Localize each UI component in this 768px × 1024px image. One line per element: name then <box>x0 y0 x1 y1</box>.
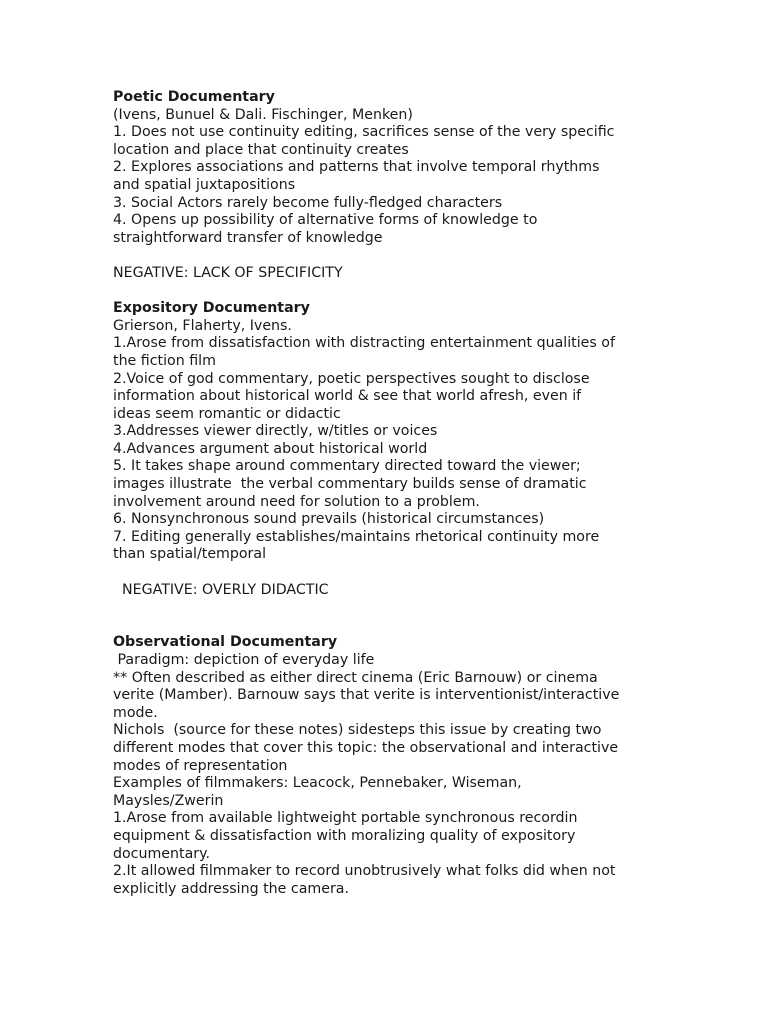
text-line: than spatial/temporal <box>113 546 267 563</box>
text-line: documentary. <box>113 845 210 862</box>
text-line: 1.Arose from available lightweight portable synchronous recordin <box>113 810 578 827</box>
text-line: 2.It allowed filmmaker to record unobtrusively what folks did when not <box>113 863 616 880</box>
text-line: 2. Explores associations and patterns that involve temporal rhythms <box>113 159 600 176</box>
text-line: verite (Mamber). Barnouw says that verite is interventionist/interactive <box>113 687 620 704</box>
spacer <box>113 599 673 634</box>
spacer <box>113 283 673 301</box>
text-line: straightforward transfer of knowledge <box>113 229 383 246</box>
negative-note: NEGATIVE: OVERLY DIDACTIC <box>113 581 329 598</box>
text-line: (Ivens, Bunuel & Dali. Fischinger, Menken) <box>113 106 413 123</box>
text-line: information about historical world & see that world afresh, even if <box>113 388 582 405</box>
text-line: the fiction film <box>113 352 216 369</box>
text-line: different modes that cover this topic: the observational and interactive <box>113 739 619 756</box>
section-observational <box>113 634 673 898</box>
text-line: ideas seem romantic or didactic <box>113 405 341 422</box>
text-line: images illustrate the verbal commentary builds sense of dramatic <box>113 476 587 493</box>
spacer <box>113 564 673 582</box>
text-line: Paradigm: depiction of everyday life <box>113 652 375 668</box>
text-line: mode. <box>113 704 158 721</box>
text-line: 1. Does not use continuity editing, sacrifices sense of the very specific <box>113 124 615 141</box>
section-title: Expository Documentary <box>113 300 310 317</box>
text-line: 1.Arose from dissatisfaction with distracting entertainment qualities of <box>113 335 615 352</box>
text-line: location and place that continuity creates <box>113 141 409 158</box>
text-line: 6. Nonsynchronous sound prevails (historical circumstances) <box>113 511 545 528</box>
text-line: ** Often described as either direct cinema (Eric Barnouw) or cinema <box>113 669 598 686</box>
section-title: Observational Documentary <box>113 634 338 651</box>
text-line: modes of representation <box>113 757 288 774</box>
negative-note: NEGATIVE: LACK OF SPECIFICITY <box>113 264 343 281</box>
text-line: 2.Voice of god commentary, poetic perspectives sought to disclose <box>113 370 590 387</box>
section-poetic <box>113 89 673 300</box>
section-title: Poetic Documentary <box>113 89 275 105</box>
text-line: 7. Editing generally establishes/maintains rhetorical continuity more <box>113 528 600 545</box>
text-line: Maysles/Zwerin <box>113 792 224 809</box>
text-line: 3. Social Actors rarely become fully-fledged characters <box>113 194 503 211</box>
text-line: equipment & dissatisfaction with moralizing quality of expository <box>113 827 576 844</box>
text-line: 4.Advances argument about historical world <box>113 440 428 457</box>
document-page <box>113 89 673 898</box>
text-line: Grierson, Flaherty, Ivens. <box>113 317 292 334</box>
text-line: 5. It takes shape around commentary directed toward the viewer; <box>113 458 581 475</box>
text-line: 4. Opens up possibility of alternative forms of knowledge to <box>113 212 538 229</box>
text-line: 3.Addresses viewer directly, w/titles or voices <box>113 423 438 440</box>
spacer <box>113 247 673 265</box>
section-expository <box>113 300 673 634</box>
text-line: explicitly addressing the camera. <box>113 880 349 897</box>
text-line: involvement around need for solution to a problem. <box>113 493 480 510</box>
text-line: and spatial juxtapositions <box>113 176 296 193</box>
text-line: Nichols (source for these notes) sidesteps this issue by creating two <box>113 722 602 739</box>
text-line: Examples of filmmakers: Leacock, Pennebaker, Wiseman, <box>113 775 522 792</box>
